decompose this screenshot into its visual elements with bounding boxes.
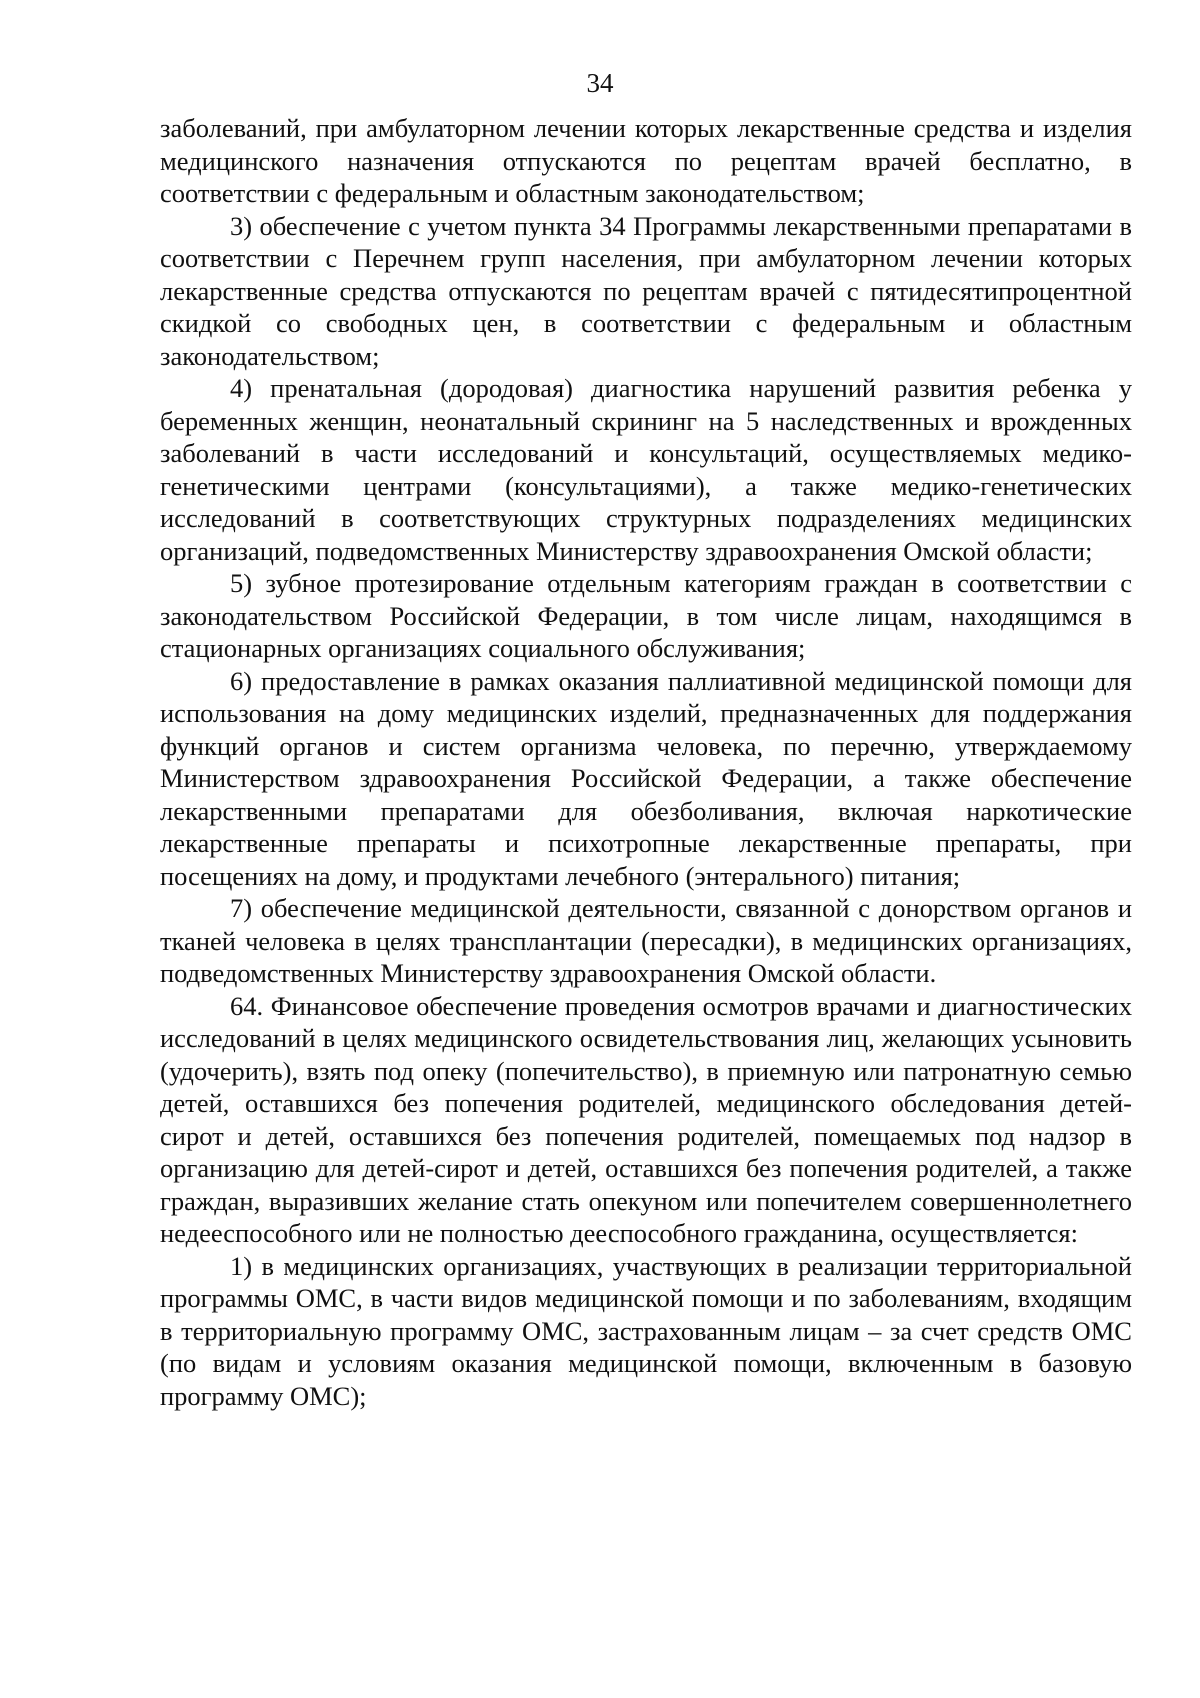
paragraph-item-6: 6) предоставление в рамках оказания паллиативной медицинской помощи для использования на дому медицинских изделий, предназначенных для поддержания функций органов и систем организма человека, по перечню, утверждаемому Министерством здравоохранения Российской Федерации, а также обеспечение лекарственными препаратами для обезболивания, включая наркотические лекарственные препараты и психотропные лекарственные препараты, при посещениях на дому, и продуктами лечебного (энтерального) питания; xyxy=(160,665,1132,891)
paragraph-item-5: 5) зубное протезирование отдельным категориям граждан в соответствии с законодательством Российской Федерации, в том числе лицам, находящимся в стационарных организациях социального обслуживания; xyxy=(160,568,1132,663)
paragraph-subitem-1: 1) в медицинских организациях, участвующих в реализации территориальной программы ОМС, в части видов медицинской помощи и по заболеваниям, входящим в территориальную программу ОМС, застрахованным лицам – за счет средств ОМС (по видам и условиям оказания медицинской помощи, включенным в базовую программу ОМС); xyxy=(160,1250,1132,1411)
paragraph-section-64: 64. Финансовое обеспечение проведения осмотров врачами и диагностических исследований в целях медицинского освидетельствования лиц, желающих усыновить (удочерить), взять под опеку (попечительство), в приемную или патронатную семью детей, оставшихся без попечения родителей, медицинского обследования детей-сирот и детей, оставшихся без попечения родителей, помещаемых под надзор в организацию для детей-сирот и детей, оставшихся без попечения родителей, а также граждан, выразивших желание стать опекуном или попечителем совершеннолетнего недееспособного или не полностью дееспособного гражданина, осуществляется: xyxy=(160,990,1132,1248)
paragraph-item-3: 3) обеспечение с учетом пункта 34 Программы лекарственными препаратами в соответствии с Перечнем групп населения, при амбулаторном лечении которых лекарственные средства отпускаются по рецептам врачей с пятидесятипроцентной скидкой со свободных цен, в соответствии с федеральным и областным законодательством; xyxy=(160,210,1132,371)
paragraph-item-7: 7) обеспечение медицинской деятельности, связанной с донорством органов и тканей человека в целях трансплантации (пересадки), в медицинских организациях, подведомственных Министерству здравоохранения Омской области. xyxy=(160,893,1132,988)
page-number: 34 xyxy=(586,68,614,98)
paragraph-continuation: заболеваний, при амбулаторном лечении которых лекарственные средства и изделия медицинского назначения отпускаются по рецептам врачей бесплатно, в соответствии с федеральным и областным законодательством; xyxy=(160,113,1132,208)
paragraph-item-4: 4) пренатальная (дородовая) диагностика нарушений развития ребенка у беременных женщин, неонатальный скрининг на 5 наследственных и врожденных заболеваний в части исследований и консультаций, осуществляемых медико-генетическими центрами (консультациями), а также медико-генетических исследований в соответствующих структурных подразделениях медицинских организаций, подведомственных Министерству здравоохранения Омской области; xyxy=(160,373,1132,566)
document-body xyxy=(160,112,1132,1412)
